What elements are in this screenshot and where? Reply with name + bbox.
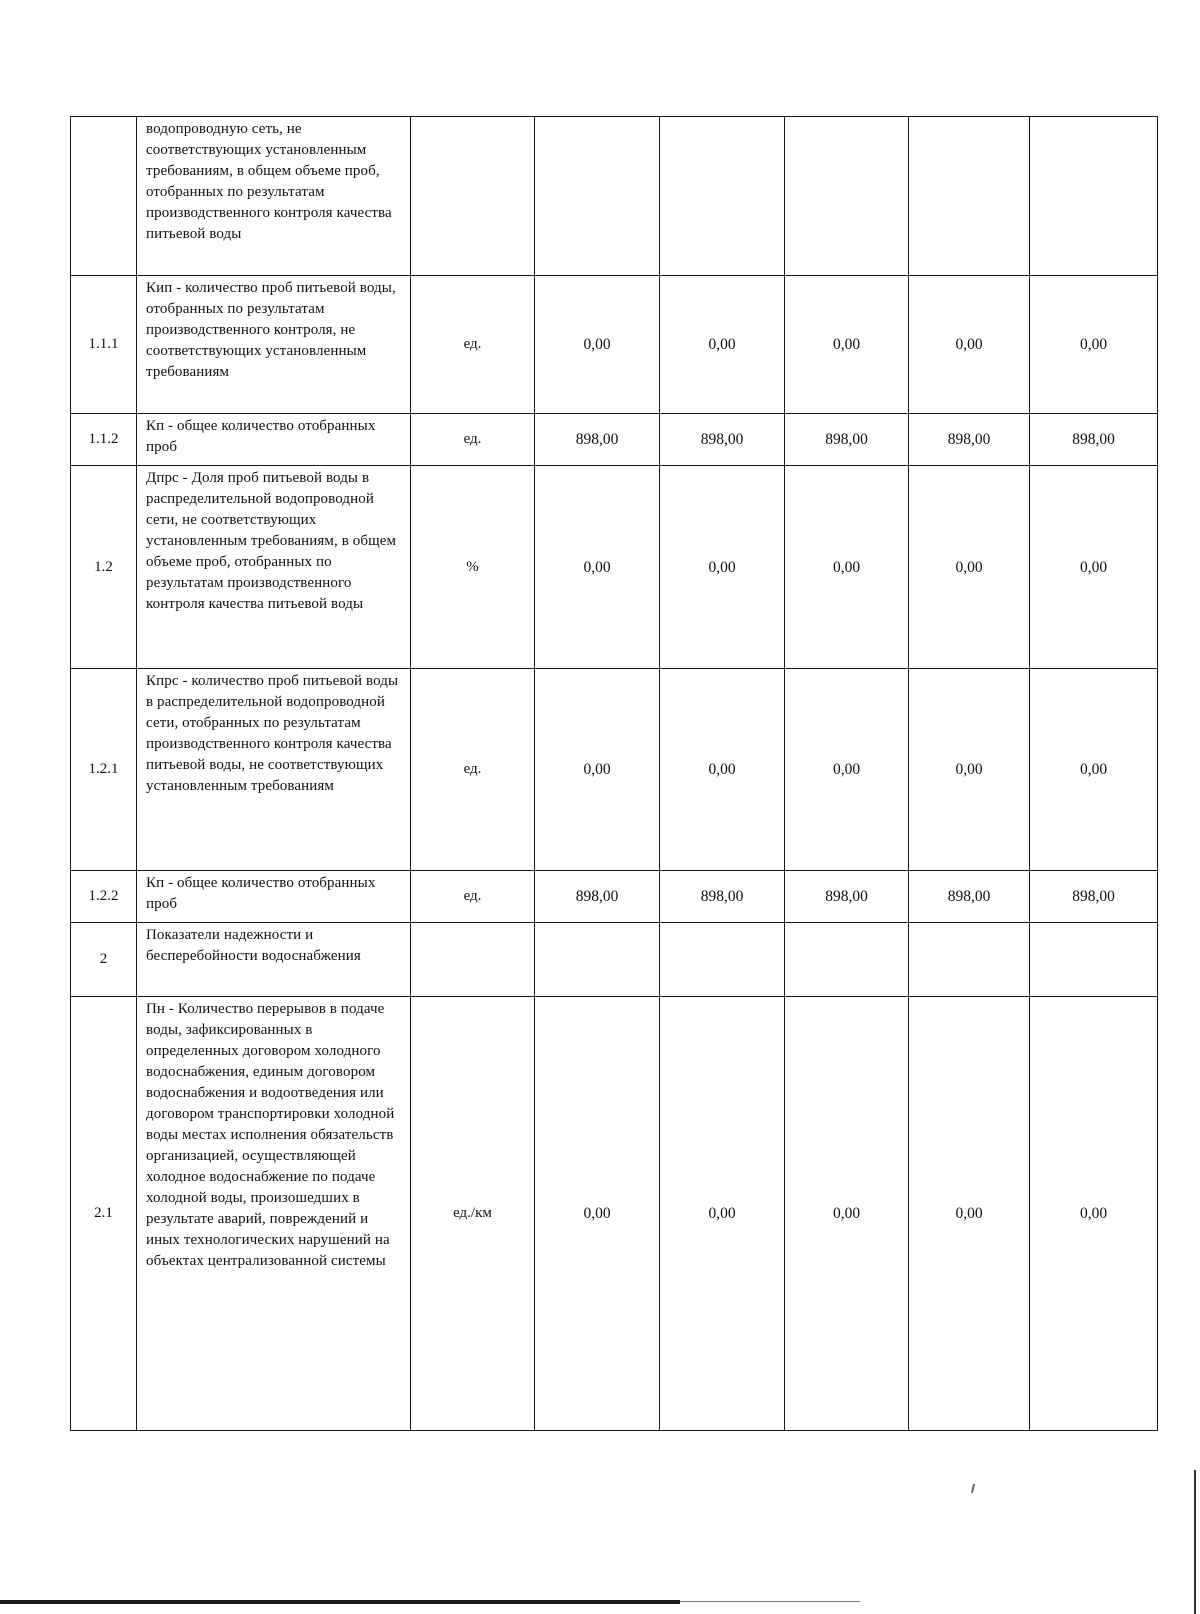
value-cell: 0,00	[785, 466, 909, 669]
unit-cell: ед.	[411, 871, 535, 923]
row-number	[71, 117, 137, 276]
value-cell: 898,00	[909, 414, 1030, 466]
value-cell: 0,00	[535, 997, 660, 1431]
value-cell	[909, 923, 1030, 997]
table-row	[71, 871, 1158, 923]
value-cell	[909, 117, 1030, 276]
unit-cell: ед.	[411, 669, 535, 871]
value-cell: 0,00	[535, 669, 660, 871]
unit-cell: ед.	[411, 276, 535, 414]
table-row	[71, 117, 1158, 276]
value-cell	[785, 117, 909, 276]
row-number: 2	[71, 923, 137, 997]
row-number: 1.1.2	[71, 414, 137, 466]
value-cell: 898,00	[660, 414, 785, 466]
value-cell	[1030, 923, 1158, 997]
indicator-description: Кпрс - количество проб питьевой воды в распределительной водопроводной сети, отобранных по результатам производственного контроля качества питьевой воды, не соответствующих установленным требованиям	[137, 669, 411, 871]
value-cell: 0,00	[909, 276, 1030, 414]
table-row	[71, 466, 1158, 669]
table-row	[71, 997, 1158, 1431]
value-cell: 0,00	[535, 276, 660, 414]
row-number: 1.2.2	[71, 871, 137, 923]
scan-artifact	[971, 1484, 975, 1493]
indicator-description: Кп - общее количество отобранных проб	[137, 414, 411, 466]
indicator-description: Дпрс - Доля проб питьевой воды в распределительной водопроводной сети, не соответствующих установленным требованиям, в общем объеме проб, отобранных по результатам производственного контроля качества питьевой воды	[137, 466, 411, 669]
value-cell: 0,00	[909, 466, 1030, 669]
value-cell: 898,00	[535, 414, 660, 466]
value-cell	[535, 117, 660, 276]
value-cell: 0,00	[660, 997, 785, 1431]
value-cell	[660, 923, 785, 997]
table-row	[71, 669, 1158, 871]
indicator-description: Кип - количество проб питьевой воды, отобранных по результатам производственного контроля, не соответствующих установленным требованиям	[137, 276, 411, 414]
value-cell	[1030, 117, 1158, 276]
value-cell: 898,00	[785, 871, 909, 923]
value-cell: 898,00	[535, 871, 660, 923]
value-cell: 0,00	[785, 669, 909, 871]
unit-cell: %	[411, 466, 535, 669]
value-cell: 898,00	[785, 414, 909, 466]
value-cell: 0,00	[785, 997, 909, 1431]
indicators-table	[70, 116, 1158, 1431]
row-number: 2.1	[71, 997, 137, 1431]
value-cell: 898,00	[1030, 414, 1158, 466]
table-row	[71, 276, 1158, 414]
value-cell: 0,00	[660, 669, 785, 871]
indicator-description: Пн - Количество перерывов в подаче воды, зафиксированных в определенных договором холодного водоснабжения, единым договором водоснабжения и водоотведения или договором транспортировки холодной воды местах исполнения обязательств организацией, осуществляющей холодное водоснабжение по подаче холодной воды, произошедших в результате аварий, повреждений и иных технологических нарушений на объектах централизованной системы	[137, 997, 411, 1431]
value-cell: 0,00	[785, 276, 909, 414]
table-row	[71, 414, 1158, 466]
row-number: 1.1.1	[71, 276, 137, 414]
value-cell: 898,00	[660, 871, 785, 923]
value-cell: 0,00	[1030, 276, 1158, 414]
unit-cell: ед./км	[411, 997, 535, 1431]
value-cell: 0,00	[909, 997, 1030, 1431]
value-cell: 0,00	[1030, 466, 1158, 669]
value-cell	[785, 923, 909, 997]
row-number: 1.2.1	[71, 669, 137, 871]
value-cell: 0,00	[535, 466, 660, 669]
indicator-description: Кп - общее количество отобранных проб	[137, 871, 411, 923]
value-cell: 898,00	[1030, 871, 1158, 923]
unit-cell: ед.	[411, 414, 535, 466]
indicator-description: водопроводную сеть, не соответствующих установленным требованиям, в общем объеме проб, отобранных по результатам производственного контроля качества питьевой воды	[137, 117, 411, 276]
value-cell: 0,00	[1030, 669, 1158, 871]
value-cell: 0,00	[909, 669, 1030, 871]
table-row	[71, 923, 1158, 997]
value-cell: 0,00	[660, 466, 785, 669]
value-cell: 898,00	[909, 871, 1030, 923]
indicator-description: Показатели надежности и бесперебойности водоснабжения	[137, 923, 411, 997]
unit-cell	[411, 117, 535, 276]
value-cell: 0,00	[1030, 997, 1158, 1431]
value-cell	[535, 923, 660, 997]
row-number: 1.2	[71, 466, 137, 669]
scan-edge-line	[0, 1600, 680, 1604]
scan-edge-line	[680, 1601, 860, 1602]
value-cell	[660, 117, 785, 276]
unit-cell	[411, 923, 535, 997]
value-cell: 0,00	[660, 276, 785, 414]
scan-edge-line	[1194, 1470, 1196, 1614]
